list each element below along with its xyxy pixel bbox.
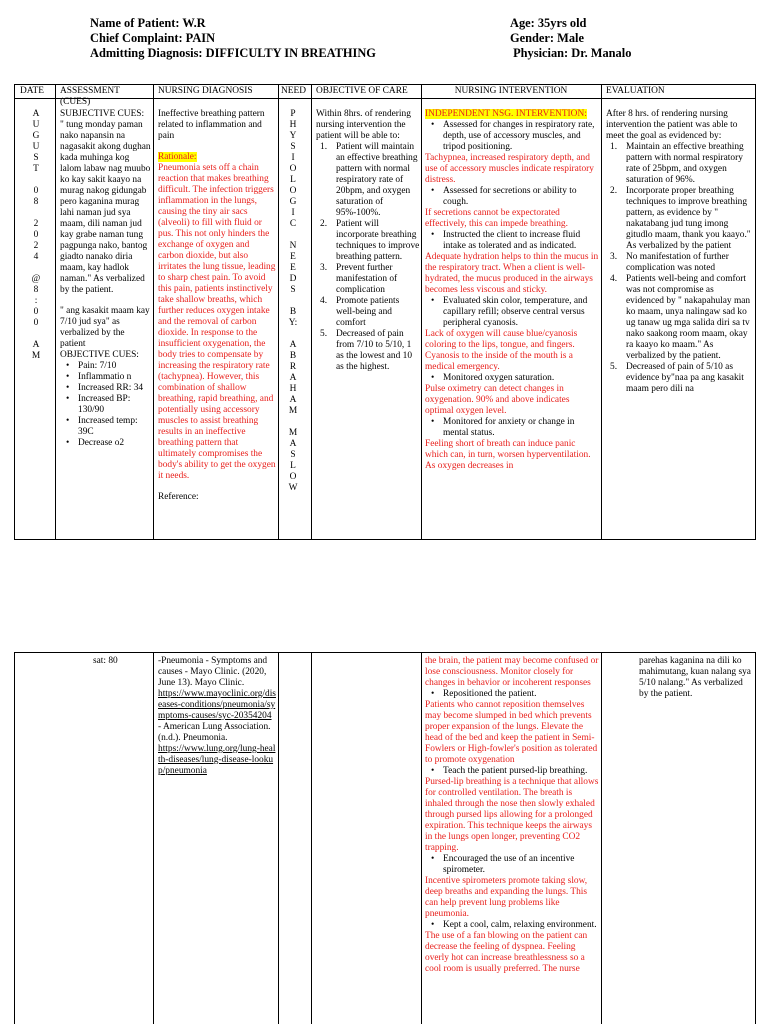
patient-info-right — [510, 16, 631, 61]
rationale-label: Rationale: — [158, 152, 197, 162]
list-item: 4. Promote patients well-being and comfort — [320, 296, 400, 328]
intervention-list-part-1 — [425, 120, 599, 472]
assessment-continued: sat: 80 — [93, 656, 118, 666]
list-item: 1. Patient will maintain an effective breathing pattern with normal respiratory rate of 20bpm, and oxygen saturation of 95%-100%. — [320, 142, 418, 218]
reference-2-link[interactable]: https://www.lung.org/lung-health-diseases/lung-disease-lookup/pneumonia — [158, 744, 276, 776]
col-diagnosis-header: NURSING DIAGNOSIS — [158, 86, 253, 96]
references-cell — [158, 656, 276, 1024]
list-item: 3. Prevent further manifestation of complication — [320, 263, 398, 295]
list-item: • Pain: 7/10 — [60, 361, 152, 372]
intervention-item: • Encouraged the use of an incentive spirometer. — [425, 854, 599, 876]
list-item: 4. Patients well-being and comfort was not compromise as evidenced by " nakapahulay man ko maam, unya nalingaw sad ko ug tanaw ug mga salida diri sa tv nako saakong room maam, okay ra kaayo ko maam." As verbalized by the patient. — [610, 274, 751, 361]
objective-list — [316, 142, 420, 373]
reference-2: - American Lung Association. (n.d.). Pneumonia. — [158, 722, 271, 743]
patient-name: Name of Patient: W.R — [90, 16, 206, 30]
ncp-table-page-2 — [14, 652, 756, 1024]
intervention-rationale: Incentive spirometers promote taking slow, deep breaths and expanding the lungs. This can help prevent lung problems like pneumonia. — [425, 876, 588, 919]
need-value: P H Y S I O L O G I C N E E D S B Y: A B R A H A M M A S L O W — [288, 109, 298, 493]
list-item: 1. Maintain an effective breathing pattern with normal respiratory rate of 25bpm, and oxygen saturation of 96%. — [610, 142, 744, 185]
intervention-item: • Kept a cool, calm, relaxing environment. — [425, 920, 599, 931]
intervention-rationale: Feeling short of breath can induce panic which can, in turn, worsen hyperventilation. As oxygen decreases in — [425, 439, 591, 471]
intervention-item: • Assessed for secretions or ability to cough. — [425, 186, 599, 208]
col-objective-header: OBJECTIVE OF CARE — [316, 86, 408, 96]
evaluation-continued: parehas kaganina na dili ko mahimutang, kuan nalang sya 5/10 nalang." As verbalized by the patient. — [639, 656, 751, 699]
intervention-item: • Monitored oxygen saturation. — [425, 373, 599, 384]
physician: Physician: Dr. Manalo — [510, 46, 632, 60]
intervention-rationale: Pursed-lip breathing is a technique that allows for controlled ventilation. The breath is inhaled through the nose then slowly exhaled through pursed lips allowing for a prolonged expiration. This technique keeps the airways in the lungs open longer, preventing CO2 trapping. — [425, 777, 599, 853]
evaluation-intro: After 8 hrs. of rendering nursing intervention the patient was able to meet the goal as evidenced by: — [606, 109, 738, 141]
col-date-header: DATE — [20, 86, 44, 96]
col-assessment-header: ASSESSMENT (CUES) — [60, 86, 120, 107]
list-item: • Increased RR: 34 — [60, 383, 152, 394]
diagnosis-cell — [158, 109, 276, 539]
reference-1-link[interactable]: https://www.mayoclinic.org/diseases-conditions/pneumonia/symptoms-causes/syc-20354204 — [158, 689, 276, 721]
patient-gender: Gender: Male — [510, 31, 584, 45]
list-item: 3. No manifestation of further complication was noted — [610, 252, 729, 273]
list-item: 2. Patient will incorporate breathing techniques to improve breathing pattern. — [320, 219, 420, 262]
intervention-list-part-2 — [425, 689, 599, 975]
intervention-item: • Monitored for anxiety or change in mental status. — [425, 417, 599, 439]
list-item: • Increased temp: 39C — [60, 416, 152, 438]
independent-intervention-label: INDEPENDENT NSG. INTERVENTION: — [425, 109, 587, 119]
evaluation-list — [606, 142, 754, 395]
intervention-rationale: Lack of oxygen will cause blue/cyanosis coloring to the lips, tongue, and fingers. Cyanosis to the inside of the mouth is a medical emergency. — [425, 329, 578, 372]
intervention-rationale: Patients who cannot reposition themselves may become slumped in bed which prevents proper expansion of the lungs. Elevate the head of the bed and keep the patient in Semi-Fowlers or High-fowler's position as tolerated to promote oxygenation — [425, 700, 598, 765]
col-evaluation-header: EVALUATION — [606, 86, 665, 96]
admitting-diagnosis: Admitting Diagnosis: DIFFICULTY IN BREATHING — [90, 46, 376, 60]
intervention-rationale: The use of a fan blowing on the patient can decrease the feeling of dyspnea. Feeling overly hot can increase breathlessness so a cool room is usually preferred. The nurse — [425, 931, 588, 974]
col-need-header: NEED — [281, 86, 306, 96]
intervention-item: • Evaluated skin color, temperature, and capillary refill; observe central versus peripheral cyanosis. — [425, 296, 599, 329]
list-item: 5. Decreased of pain of 5/10 as evidence by"naa pa ang kasakit maam pero dili na — [610, 362, 744, 394]
subjective-cues-title: SUBJECTIVE CUES: — [60, 109, 145, 119]
list-item: • Increased BP: 130/90 — [60, 394, 152, 416]
intervention-continued-cell — [425, 656, 599, 1024]
list-item: • Decrease o2 — [60, 438, 152, 449]
intervention-item: • Repositioned the patient. — [425, 689, 599, 700]
intervention-rationale: Pulse oximetry can detect changes in oxygenation. 90% and above indicates optimal oxygen level. — [425, 384, 570, 416]
intervention-item: • Assessed for changes in respiratory rate, depth, use of accessory muscles, and tripod positioning. — [425, 120, 599, 153]
chief-complaint: Chief Complaint: PAIN — [90, 31, 216, 45]
intervention-cell — [425, 109, 599, 539]
intervention-rationale: If secretions cannot be expectorated effectively, this can impede breathing. — [425, 208, 568, 229]
evaluation-cell — [606, 109, 754, 539]
patient-age: Age: 35yrs old — [510, 16, 587, 30]
patient-info-left — [90, 16, 376, 61]
objective-cell — [316, 109, 420, 539]
assessment-cell — [60, 109, 152, 539]
subjective-cue-1: " tung monday paman nako napansin na nagasakit akong dughan kada muhinga kog lalom labaw nag muubo ko kay sakit kaayo na murag nakog gidungab pero kaganina murag lahi naman jud sya maam, dili naman jud kay grabe naman tung pagpunga nako, bantog giadto nanako diria maam, kay hadlok naman." As verbalized by the patient. — [60, 120, 151, 295]
objective-cues-list — [60, 361, 152, 449]
objective-intro: Within 8hrs. of rendering nursing intervention the patient will be able to: — [316, 109, 411, 141]
col-intervention-header: NURSING INTERVENTION — [454, 86, 568, 96]
intervention-item: • Instructed the client to increase fluid intake as tolerated and as indicated. — [425, 230, 599, 252]
diagnosis-statement: Ineffective breathing pattern related to inflammation and pain — [158, 109, 265, 141]
intervention-rationale: Adequate hydration helps to thin the mucus in the respiratory tract. When a client is well-hydrated, the mucus produced in the airways becomes less viscous and sticky. — [425, 252, 599, 295]
list-item: 5. Decreased of pain from 7/10 to 5/10, 1 as the lowest and 10 as the highest. — [320, 329, 413, 372]
ncp-table-page-1 — [14, 84, 756, 540]
intervention-rationale: Tachypnea, increased respiratory depth, and use of accessory muscles indicate respiratory distress. — [425, 153, 594, 185]
reference-1: -Pneumonia - Symptoms and causes - Mayo Clinic. (2020, June 13). Mayo Clinic. — [158, 656, 268, 688]
subjective-cue-2: " ang kasakit maam kay 7/10 jud sya" as verbalized by the patient — [60, 306, 150, 349]
date-value: A U G U S T 0 8 2 0 2 4 @ 8 : 0 0 A M — [31, 109, 41, 361]
list-item: • Inflammatio n — [60, 372, 152, 383]
intervention-continued-text: the brain, the patient may become confused or lose consciousness. Monitor closely for changes in behavior or incoherent responses — [425, 656, 599, 688]
intervention-item: • Teach the patient pursed-lip breathing. — [425, 766, 599, 777]
list-item: 2. Incorporate proper breathing techniques to improve breathing pattern, as evidence by " nakatabang jud tung imong gitudlo maam, thank you kaayo." As verbalized by the patient — [610, 186, 751, 251]
diagnosis-rationale: Pneumonia sets off a chain reaction that makes breathing difficult. The infection triggers inflammation in the lungs, causing the tiny air sacs (alveoli) to fill with fluid or pus. This not only hinders the exchange of oxygen and carbon dioxide, but also irritates the lung tissue, leading to sharp chest pain. To avoid this pain, patients instinctively take shallow breaths, which further reduces oxygen intake and the removal of carbon dioxide. In response to the insufficient oxygenation, the body tries to compensate by increasing the respiratory rate (tachypnea). However, this combination of shallow breathing, rapid breathing, and potentially using accessory muscles to assist breathing results in an ineffective breathing pattern that ultimately compromises the body's ability to get the oxygen it needs. — [158, 163, 276, 481]
reference-label: Reference: — [158, 492, 199, 502]
objective-cues-title: OBJECTIVE CUES: — [60, 350, 139, 360]
